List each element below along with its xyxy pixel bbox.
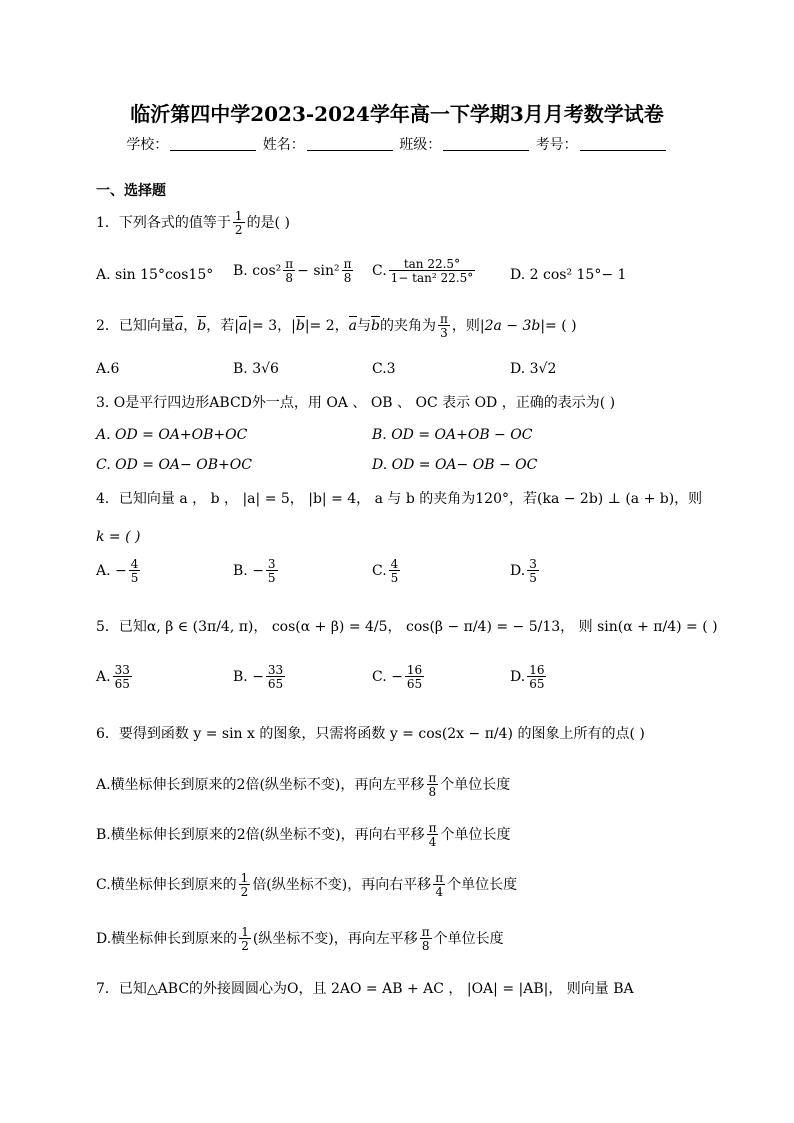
q1-option-c[interactable]: C. $\frac{\tan 22.5^\circ}{\text{1− tan² 22.5°}}$ — [372, 257, 474, 285]
q6-option-d[interactable]: D.横坐标伸长到原来的 $\frac{1}{2}$ (纵坐标不变)，再向左平移 $\frac{\pi}{8}$ 个单位长度 — [96, 925, 504, 953]
q4-option-b[interactable]: B. − $\frac{3}{5}$ — [233, 557, 276, 585]
q5-option-b[interactable]: B. − $\frac{33}{65}$ — [233, 663, 284, 691]
id-blank[interactable] — [580, 138, 666, 151]
question-7: 7．已知△ABC的外接圆圆心为O，且 2AO = AB + AC ， |OA| = |AB|， 则向量 BA — [96, 981, 634, 997]
q2-option-d[interactable]: D. 3√2 — [510, 361, 557, 377]
q1-stem: 1．下列各式的值等于 — [96, 215, 231, 231]
q1-fraction: $\frac{1}{2}$ — [234, 209, 243, 237]
question-6: 6．要得到函数 y = sin x 的图象，只需将函数 y = cos(2x − π/4) 的图象上所有的点( ) — [96, 726, 645, 742]
q6-option-b[interactable]: B.横坐标伸长到原来的2倍(纵坐标不变)，再向右平移 $\frac{\pi}{4}$ 个单位长度 — [96, 821, 511, 849]
class-blank[interactable] — [443, 138, 529, 151]
section-heading: 一、选择题 — [96, 183, 166, 199]
class-label: 班级： — [399, 137, 442, 153]
id-label: 考号： — [535, 137, 578, 153]
question-3: 3. O是平行四边形ABCD外一点，用 OA 、 OB 、 OC 表示 OD ，正确的表示为( ) — [96, 395, 616, 411]
name-blank[interactable] — [307, 138, 393, 151]
q3-option-c[interactable]: C. OD = OA− OB+OC — [96, 457, 252, 473]
q1-option-a[interactable]: A. sin 15°cos15° — [96, 267, 214, 283]
question-5: 5．已知α, β ∈ (3π/4, π)， cos(α + β) = 4/5， cos(β − π/4) = − 5/13， 则 sin(α + π/4) = ( ) — [96, 619, 718, 635]
q4-option-a[interactable]: A. − $\frac{4}{5}$ — [96, 557, 139, 585]
q3-option-b[interactable]: B. OD = OA+OB − OC — [372, 427, 533, 443]
q5-option-c[interactable]: C. − $\frac{16}{65}$ — [372, 663, 423, 691]
q6-option-a[interactable]: A.横坐标伸长到原来的2倍(纵坐标不变)，再向左平移 $\frac{\pi}{8}$ 个单位长度 — [96, 771, 511, 799]
q2-option-b[interactable]: B. 3√6 — [233, 361, 279, 377]
q1-stem-end: 的是( ) — [246, 215, 290, 231]
exam-title: 临沂第四中学2023-2024学年高一下学期3月月考数学试卷 — [130, 102, 664, 126]
q5-option-d[interactable]: D. $\frac{16}{65}$ — [510, 663, 545, 691]
q4-option-c[interactable]: C. $\frac{4}{5}$ — [372, 557, 399, 585]
q3-option-a[interactable]: A. OD = OA+OB+OC — [96, 427, 248, 443]
school-blank[interactable] — [170, 138, 256, 151]
q5-option-a[interactable]: A. $\frac{33}{65}$ — [96, 663, 130, 691]
name-label: 姓名： — [262, 137, 305, 153]
question-1 — [96, 210, 290, 236]
student-info-line — [0, 138, 794, 152]
question-4: 4．已知向量 a ， b ， |a| = 5， |b| = 4， a 与 b 的夹角为120°，若(ka − 2b) ⊥ (a + b)，则 — [96, 491, 703, 507]
q2-option-c[interactable]: C.3 — [372, 361, 396, 377]
question-2: 2．已知向量a，b，若|a|= 3，|b|= 2，a与b的夹角为 $\frac{\pi}{3}$ ，则|2a − 3b|= ( ) — [96, 312, 577, 340]
q1-option-b[interactable]: B. cos² $\frac{\pi}{8}$ − sin² $\frac{\pi}{8}$ — [233, 257, 352, 285]
q3-option-d[interactable]: D. OD = OA− OB − OC — [372, 457, 538, 473]
question-4-cont: k = ( ) — [96, 529, 141, 545]
q1-option-d[interactable]: D. 2 cos² 15°− 1 — [510, 267, 627, 283]
school-label: 学校： — [126, 137, 169, 153]
q6-option-c[interactable]: C.横坐标伸长到原来的 $\frac{1}{2}$ 倍(纵坐标不变)，再向右平移 $\frac{\pi}{4}$ 个单位长度 — [96, 871, 518, 899]
q4-option-d[interactable]: D. $\frac{3}{5}$ — [510, 557, 537, 585]
q2-option-a[interactable]: A.6 — [96, 361, 120, 377]
